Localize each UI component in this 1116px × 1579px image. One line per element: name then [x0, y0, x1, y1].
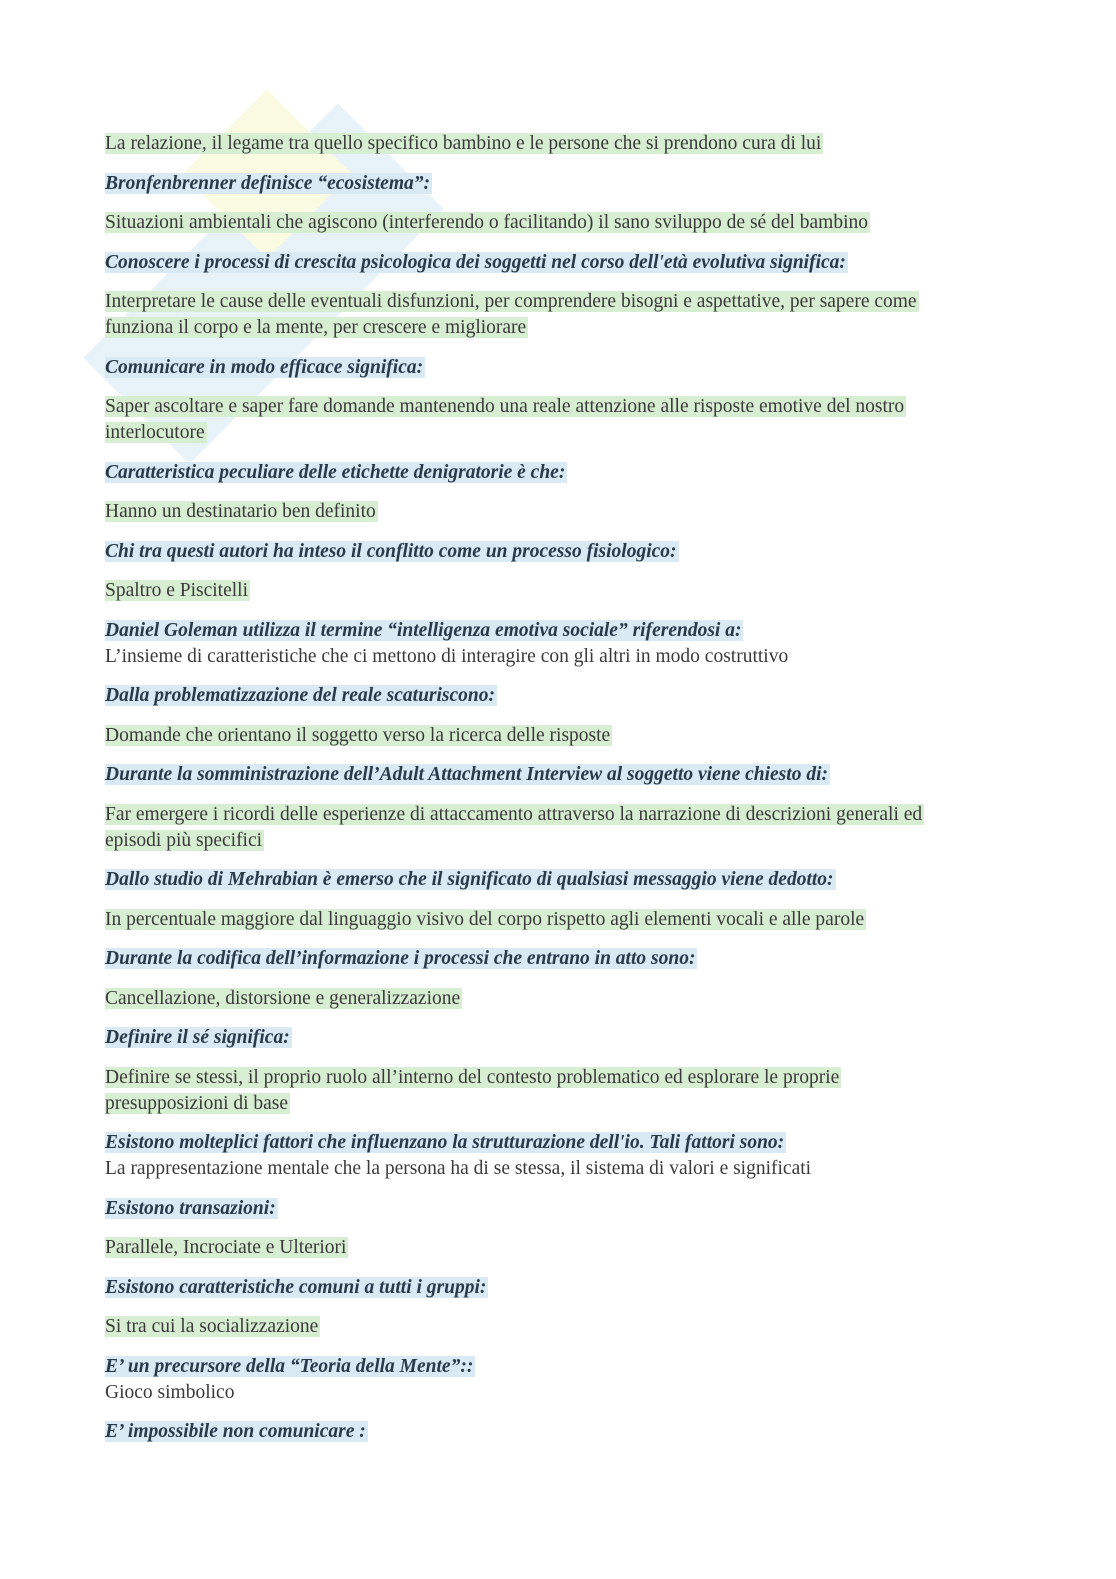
text-line [105, 131, 1025, 157]
text-line [105, 1156, 1025, 1182]
text-line [105, 723, 1025, 749]
text-line [105, 762, 1025, 788]
question [105, 618, 1025, 644]
text-span: Domande che orientano il soggetto verso la ricerca delle risposte [105, 724, 611, 746]
text-span: E’ impossibile non comunicare : [105, 1421, 366, 1442]
text-line [105, 1130, 1025, 1156]
text-line [105, 1025, 1025, 1051]
text-line [105, 907, 1025, 933]
question [105, 171, 1025, 197]
answer [105, 289, 1025, 341]
text-line [105, 1419, 1025, 1445]
text-span: Bronfenbrenner definisce “ecosistema”: [105, 172, 430, 194]
text-line [105, 1354, 1025, 1380]
text-span: Dallo studio di Mehrabian è emerso che il significato di qualsiasi messaggio viene dedotto: [105, 869, 834, 890]
text-span: Interpretare le cause delle eventuali disfunzioni, per comprendere bisogni e aspettative, per sapere come [105, 291, 917, 312]
text-line [105, 355, 1025, 381]
text-line [105, 315, 1025, 341]
answer [105, 499, 1025, 525]
text-line [105, 171, 1025, 197]
question [105, 867, 1025, 893]
text-span: Chi tra questi autori ha inteso il conflitto come un processo fisiologico: [105, 540, 677, 562]
document-body [105, 131, 1025, 1459]
text-line [105, 1380, 1025, 1406]
answer [105, 986, 1025, 1012]
text-span: Si tra cui la socializzazione [105, 1316, 319, 1337]
answer [105, 1065, 1025, 1117]
question [105, 1196, 1025, 1222]
text-line [105, 867, 1025, 893]
text-line [105, 460, 1025, 486]
text-line [105, 394, 1025, 420]
question [105, 1354, 1025, 1380]
text-line [105, 1091, 1025, 1117]
text-span: In percentuale maggiore dal linguaggio visivo del corpo rispetto agli elementi vocali e alle parole [105, 908, 865, 930]
text-line [105, 946, 1025, 972]
text-line [105, 618, 1025, 644]
text-span: Far emergere i ricordi delle esperienze di attaccamento attraverso la narrazione di descrizioni generali ed [105, 803, 923, 825]
question [105, 355, 1025, 381]
question [105, 1275, 1025, 1301]
text-line [105, 1196, 1025, 1222]
text-span: La relazione, il legame tra quello specifico bambino e le persone che si prendono cura di lui [105, 133, 822, 154]
text-line [105, 499, 1025, 525]
text-span: Esistono transazioni: [105, 1197, 276, 1219]
text-span: La rappresentazione mentale che la persona ha di se stessa, il sistema di valori e significati [105, 1158, 812, 1179]
text-line [105, 289, 1025, 315]
question [105, 946, 1025, 972]
text-line [105, 986, 1025, 1012]
text-line [105, 802, 1025, 828]
text-span: funziona il corpo e la mente, per crescere e migliorare [105, 317, 527, 338]
text-span: episodi più specifici [105, 829, 263, 851]
text-span: interlocutore [105, 422, 205, 443]
text-line [105, 644, 1025, 670]
answer [105, 1380, 1025, 1406]
answer [105, 1235, 1025, 1261]
text-span: Definire se stessi, il proprio ruolo all’interno del contesto problematico ed esplorare le proprie [105, 1066, 840, 1088]
text-span: L’insieme di caratteristiche che ci mettono di interagire con gli altri in modo costruttivo [105, 645, 789, 667]
text-span: Esistono molteplici fattori che influenzano la strutturazione dell'io. Tali fattori sono: [105, 1132, 785, 1153]
answer [105, 210, 1025, 236]
answer [105, 578, 1025, 604]
question [105, 250, 1025, 276]
text-line [105, 1275, 1025, 1301]
text-line [105, 683, 1025, 709]
text-span: Esistono caratteristiche comuni a tutti i gruppi: [105, 1276, 487, 1298]
text-span: Durante la somministrazione dell’Adult Attachment Interview al soggetto viene chiesto di: [105, 764, 828, 785]
text-span: Situazioni ambientali che agiscono (interferendo o facilitando) il sano sviluppo de sé del bambino [105, 212, 868, 233]
question [105, 762, 1025, 788]
text-span: Spaltro e Piscitelli [105, 580, 248, 601]
answer [105, 723, 1025, 749]
text-span: Parallele, Incrociate e Ulteriori [105, 1237, 347, 1258]
text-line [105, 420, 1025, 446]
question [105, 683, 1025, 709]
answer [105, 1156, 1025, 1182]
question [105, 1130, 1025, 1156]
text-line [105, 1235, 1025, 1261]
question [105, 460, 1025, 486]
text-span: Dalla problematizzazione del reale scaturiscono: [105, 685, 495, 706]
text-span: Gioco simbolico [105, 1381, 235, 1403]
text-span: Hanno un destinatario ben definito [105, 501, 376, 522]
text-line [105, 828, 1025, 854]
text-line [105, 1065, 1025, 1091]
answer [105, 1314, 1025, 1340]
text-span: Comunicare in modo efficace significa: [105, 356, 424, 378]
text-span: Durante la codifica dell’informazione i processi che entrano in atto sono: [105, 948, 696, 969]
question [105, 1025, 1025, 1051]
text-line [105, 539, 1025, 565]
question [105, 1419, 1025, 1445]
text-line [105, 210, 1025, 236]
text-span: presupposizioni di base [105, 1092, 289, 1114]
text-span: Daniel Goleman utilizza il termine “intelligenza emotiva sociale” riferendosi a: [105, 619, 742, 641]
answer [105, 394, 1025, 446]
text-span: E’ un precursore della “Teoria della Mente”:: [105, 1355, 474, 1377]
answer [105, 907, 1025, 933]
text-span: Cancellazione, distorsione e generalizzazione [105, 987, 461, 1009]
question [105, 539, 1025, 565]
text-span: Definire il sé significa: [105, 1027, 290, 1048]
answer [105, 131, 1025, 157]
text-line [105, 250, 1025, 276]
text-line [105, 1314, 1025, 1340]
answer [105, 802, 1025, 854]
text-line [105, 578, 1025, 604]
text-span: Saper ascoltare e saper fare domande mantenendo una reale attenzione alle risposte emotive del nostro [105, 396, 905, 417]
answer [105, 644, 1025, 670]
text-span: Conoscere i processi di crescita psicologica dei soggetti nel corso dell'età evolutiva significa: [105, 251, 846, 273]
text-span: Caratteristica peculiare delle etichette denigratorie è che: [105, 461, 566, 483]
